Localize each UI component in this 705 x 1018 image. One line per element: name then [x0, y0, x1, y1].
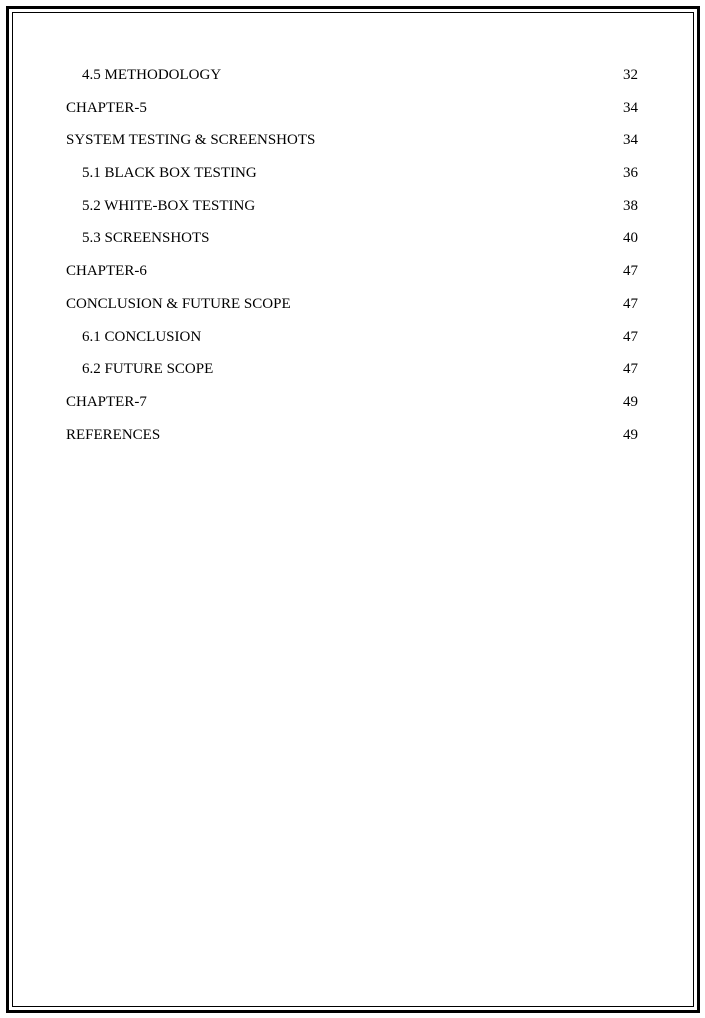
- toc-entry-page: 47: [623, 295, 638, 312]
- toc-entry-title: CHAPTER-6: [66, 263, 147, 280]
- toc-entry-title: 5.3 SCREENSHOTS: [82, 230, 210, 247]
- toc-entry-title: CONCLUSION & FUTURE SCOPE: [66, 295, 291, 312]
- toc-entry: [66, 390, 638, 423]
- toc-entry: [66, 96, 638, 129]
- toc-entry: [66, 259, 638, 292]
- toc-entry-title: CHAPTER-5: [66, 99, 147, 116]
- toc-entry-page: 38: [623, 197, 638, 214]
- toc-entry: [66, 423, 638, 456]
- toc-entry: [66, 128, 638, 161]
- toc-entry-title: 5.2 WHITE-BOX TESTING: [82, 197, 256, 214]
- toc-entry-title: 6.1 CONCLUSION: [82, 328, 202, 345]
- toc-entry: [66, 194, 638, 227]
- toc-entry-page: 47: [623, 328, 638, 345]
- toc-entry-page: 49: [623, 393, 638, 410]
- toc-entry: [66, 292, 638, 325]
- toc-entry-page: 47: [623, 263, 638, 280]
- toc-entry: [66, 357, 638, 390]
- toc-entry-page: 34: [623, 132, 638, 149]
- toc-entry: [66, 161, 638, 194]
- toc-entry-page: 34: [623, 99, 638, 116]
- toc-entry-page: 49: [623, 426, 638, 443]
- toc-entry-page: 40: [623, 230, 638, 247]
- toc-entry-page: 47: [623, 361, 638, 378]
- toc-entry-page: 36: [623, 165, 638, 182]
- toc-entry-title: CHAPTER-7: [66, 393, 147, 410]
- toc-entry: [66, 226, 638, 259]
- toc-entry-title: SYSTEM TESTING & SCREENSHOTS: [66, 132, 316, 149]
- table-of-contents: [66, 63, 638, 455]
- toc-entry-title: 5.1 BLACK BOX TESTING: [82, 165, 257, 182]
- toc-entry-title: 4.5 METHODOLOGY: [82, 67, 222, 83]
- toc-entry-page: 32: [623, 67, 638, 83]
- toc-entry-title: 6.2 FUTURE SCOPE: [82, 361, 214, 378]
- toc-entry: [66, 325, 638, 358]
- toc-entry: [66, 63, 638, 96]
- toc-entry-title: REFERENCES: [66, 426, 161, 443]
